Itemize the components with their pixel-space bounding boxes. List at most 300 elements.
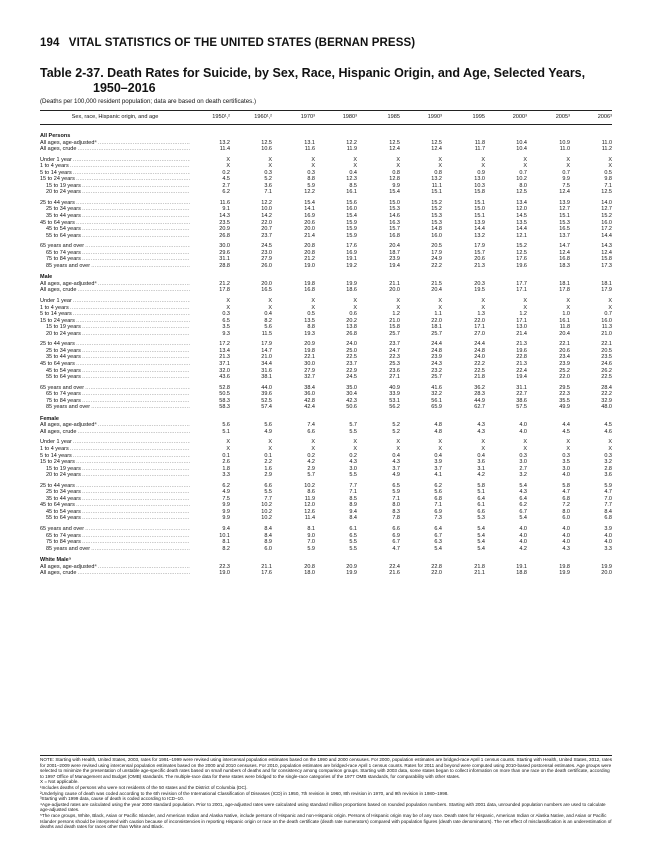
table-cell: 35.0 xyxy=(346,384,357,391)
table-cell: 11.4 xyxy=(219,146,230,153)
table-cell: 19.1 xyxy=(346,256,357,263)
table-cell: 0.5 xyxy=(307,311,315,318)
table-cell: X xyxy=(566,298,570,305)
table-cell: 23.9 xyxy=(559,360,570,367)
table-cell: 24.3 xyxy=(431,360,442,367)
column-header-year: 2006³ xyxy=(597,114,612,120)
table-row xyxy=(40,287,612,294)
table-cell: 10.4 xyxy=(516,139,527,146)
table-cell: X xyxy=(353,163,357,170)
table-cell: X xyxy=(396,298,400,305)
table-row xyxy=(40,570,612,577)
table-cell: 22.0 xyxy=(559,374,570,381)
table-cell: 9.9 xyxy=(222,502,230,509)
table-cell: 49.9 xyxy=(559,404,570,411)
table-cell: X xyxy=(481,445,485,452)
table-cell: 23.5 xyxy=(601,354,612,361)
table-cell: 5.1 xyxy=(222,428,230,435)
table-cell: 15.3 xyxy=(559,219,570,226)
table-cell: 8.3 xyxy=(392,508,400,515)
table-cell: 12.5 xyxy=(601,189,612,196)
table-cell: 24.7 xyxy=(389,347,400,354)
table-cell: 4.7 xyxy=(562,489,570,496)
table-cell: 16.8 xyxy=(389,232,400,239)
table-cell: 24.4 xyxy=(474,341,485,348)
table-cell: 37.1 xyxy=(219,360,230,367)
table-cell: 11.2 xyxy=(601,146,612,153)
table-cell: 3.5 xyxy=(562,459,570,466)
table-cell: 8.5 xyxy=(349,495,357,502)
table-cell: 22.9 xyxy=(346,367,357,374)
table-cell: X xyxy=(481,298,485,305)
table-cell: 0.2 xyxy=(307,452,315,459)
table-cell: X xyxy=(353,156,357,163)
table-cell: 3.2 xyxy=(604,459,612,466)
table-cell: 0.2 xyxy=(349,452,357,459)
table-cell: 31.6 xyxy=(261,367,272,374)
table-cell: 57.5 xyxy=(516,404,527,411)
table-cell: 22.1 xyxy=(304,354,315,361)
table-cell: 18.3 xyxy=(559,262,570,269)
row-label xyxy=(46,546,190,553)
table-cell: 16.8 xyxy=(304,287,315,294)
table-cell: 16.5 xyxy=(559,226,570,233)
table-cell: 5.9 xyxy=(604,482,612,489)
row-label xyxy=(40,570,190,577)
table-cell: 22.2 xyxy=(601,391,612,398)
table-cell: 17.2 xyxy=(219,341,230,348)
table-cell: 15.1 xyxy=(474,213,485,220)
table-notes xyxy=(40,757,612,830)
table-cell: X xyxy=(396,156,400,163)
table-cell: 11.6 xyxy=(304,146,315,153)
table-cell: 10.2 xyxy=(304,482,315,489)
table-cell: 21.1 xyxy=(474,570,485,577)
table-cell: 4.0 xyxy=(604,532,612,539)
table-cell: 4.2 xyxy=(477,472,485,479)
table-cell: 24.4 xyxy=(431,341,442,348)
table-cell: 14.5 xyxy=(516,213,527,220)
table-cell: 22.0 xyxy=(474,317,485,324)
table-cell: 58.3 xyxy=(219,404,230,411)
table-cell: 6.2 xyxy=(222,189,230,196)
table-cell: 31.1 xyxy=(516,384,527,391)
table-cell: 17.6 xyxy=(516,256,527,263)
table-cell: 6.5 xyxy=(392,482,400,489)
table-cell: 15.3 xyxy=(389,206,400,213)
table-cell: 18.1 xyxy=(601,280,612,287)
table-cell: 12.8 xyxy=(389,176,400,183)
row-label-text: 20 to 24 years xyxy=(46,189,81,196)
table-cell: 6.1 xyxy=(349,525,357,532)
table-cell: 9.9 xyxy=(222,508,230,515)
table-cell: 25.7 xyxy=(431,330,442,337)
row-label xyxy=(40,429,190,436)
row-label-text: 55 to 64 years xyxy=(46,515,81,522)
table-cell: 22.8 xyxy=(431,563,442,570)
table-cell: 15.2 xyxy=(516,243,527,250)
table-cell: 8.6 xyxy=(307,489,315,496)
table-cell: 32.9 xyxy=(601,397,612,404)
table-cell: 13.9 xyxy=(559,199,570,206)
table-cell: 0.7 xyxy=(562,169,570,176)
table-cell: 3.7 xyxy=(392,465,400,472)
table-cell: 27.9 xyxy=(304,367,315,374)
table-cell: 34.4 xyxy=(261,360,272,367)
table-cell: 21.4 xyxy=(304,232,315,239)
table-cell: X xyxy=(566,445,570,452)
table-cell: 27.9 xyxy=(261,256,272,263)
table-cell: 14.6 xyxy=(389,213,400,220)
table-cell: 8.4 xyxy=(349,515,357,522)
table-cell: 22.3 xyxy=(559,391,570,398)
table-cell: 5.5 xyxy=(349,428,357,435)
table-cell: 4.1 xyxy=(434,472,442,479)
table-cell: 2.8 xyxy=(604,465,612,472)
table-cell: 5.4 xyxy=(477,545,485,552)
table-cell: 16.9 xyxy=(304,213,315,220)
table-cell: 42.8 xyxy=(304,397,315,404)
table-cell: 8.8 xyxy=(307,176,315,183)
table-cell: 0.7 xyxy=(604,311,612,318)
table-cell: 29.5 xyxy=(559,384,570,391)
table-cell: 19.9 xyxy=(346,570,357,577)
table-cell: 20.7 xyxy=(261,226,272,233)
footnote: ⁵The race groups, White, Black, Asian or Pacific Islander, and American Indian and Alaska Native, include persons of Hispanic and non-Hispanic origin. Persons of Hispanic origin may be of any race. Death rates for Hispanic, American Indian or Alaska Native, and Asian or Pacific Islander persons should be interpreted with caution because of inconsistencies in reporting Hispanic origin or race on the death certificate (death rate numerators) compared with population figures (death rate denominators). The net effect of misclassification is an underestimation of deaths and death rates for races other than White and Black. xyxy=(40,812,612,830)
table-cell: 13.1 xyxy=(304,139,315,146)
table-cell: 10.9 xyxy=(559,139,570,146)
column-header-year: 2005³ xyxy=(555,114,570,120)
table-cell: X xyxy=(268,445,272,452)
table-row xyxy=(40,374,612,381)
table-cell: 14.4 xyxy=(516,226,527,233)
row-label-text: 45 to 64 years xyxy=(40,360,75,367)
table-cell: 10.6 xyxy=(261,146,272,153)
table-cell: 5.3 xyxy=(477,515,485,522)
table-cell: 15.7 xyxy=(474,249,485,256)
table-cell: 16.1 xyxy=(559,317,570,324)
table-cell: 3.9 xyxy=(434,459,442,466)
table-cell: 8.9 xyxy=(264,539,272,546)
table-cell: 12.4 xyxy=(431,146,442,153)
table-cell: X xyxy=(226,156,230,163)
table-cell: 30.4 xyxy=(346,391,357,398)
table-cell: 23.9 xyxy=(389,256,400,263)
row-label-text: 15 to 24 years xyxy=(40,459,75,466)
table-cell: 0.2 xyxy=(222,169,230,176)
table-cell: 36.2 xyxy=(474,384,485,391)
table-cell: 15.1 xyxy=(431,189,442,196)
table-cell: 16.0 xyxy=(601,219,612,226)
row-label-text: 15 to 24 years xyxy=(40,317,75,324)
table-cell: 1.8 xyxy=(222,465,230,472)
table-cell: X xyxy=(438,156,442,163)
table-cell: 26.8 xyxy=(219,232,230,239)
table-cell: 3.5 xyxy=(222,324,230,331)
table-cell: X xyxy=(353,304,357,311)
table-cell: 4.5 xyxy=(222,176,230,183)
table-cell: 43.6 xyxy=(219,374,230,381)
table-cell: 6.2 xyxy=(519,502,527,509)
table-cell: 17.8 xyxy=(219,287,230,294)
table-cell: 56.2 xyxy=(389,404,400,411)
table-cell: 15.0 xyxy=(474,206,485,213)
table-cell: 11.6 xyxy=(219,199,230,206)
table-cell: 28.8 xyxy=(219,262,230,269)
table-cell: 4.3 xyxy=(477,428,485,435)
table-cell: 4.3 xyxy=(349,459,357,466)
table-cell: 11.7 xyxy=(474,146,485,153)
table-cell: 48.0 xyxy=(601,404,612,411)
table-cell: 12.2 xyxy=(304,189,315,196)
row-label-text: 5 to 14 years xyxy=(40,169,72,176)
table-cell: 7.7 xyxy=(264,495,272,502)
table-cell: X xyxy=(566,163,570,170)
row-label-text: 35 to 44 years xyxy=(46,354,81,361)
table-cell: 42.4 xyxy=(304,404,315,411)
table-cell: 16.0 xyxy=(346,206,357,213)
row-label-text: 20 to 24 years xyxy=(46,330,81,337)
table-cell: 8.9 xyxy=(349,502,357,509)
row-label-text: 35 to 44 years xyxy=(46,495,81,502)
table-cell: 22.5 xyxy=(474,367,485,374)
table-row xyxy=(40,429,612,436)
footnote: ⁴Age-adjusted rates are calculated using the year 2000 standard population. Prior to 2001, age-adjusted rates were calculated using standard million proportions based on rounded population numbers. Starting with 2001 data, unrounded population numbers are used to calculate age-adjusted rates. xyxy=(40,801,606,813)
table-cell: 1.0 xyxy=(562,311,570,318)
table-cell: 3.2 xyxy=(519,472,527,479)
table-title-line-2: 1950–2016 xyxy=(93,81,156,95)
table-cell: X xyxy=(523,298,527,305)
row-label-text: 1 to 4 years xyxy=(40,163,69,170)
table-cell: 4.3 xyxy=(519,489,527,496)
table-cell: 4.9 xyxy=(222,489,230,496)
table-cell: 19.1 xyxy=(516,563,527,570)
table-cell: 14.3 xyxy=(601,243,612,250)
row-label-text: 25 to 44 years xyxy=(40,341,75,348)
column-header-year: 2000³ xyxy=(512,114,527,120)
table-cell: 17.9 xyxy=(431,249,442,256)
table-cell: 9.9 xyxy=(222,515,230,522)
table-cell: 3.6 xyxy=(604,472,612,479)
table-cell: 13.2 xyxy=(431,176,442,183)
table-cell: 12.7 xyxy=(601,206,612,213)
row-label-text: 45 to 54 years xyxy=(46,508,81,515)
table-cell: 38.4 xyxy=(304,384,315,391)
table-cell: 19.4 xyxy=(389,262,400,269)
table-cell: 41.6 xyxy=(431,384,442,391)
table-cell: 4.0 xyxy=(562,532,570,539)
table-cell: 20.5 xyxy=(601,347,612,354)
table-cell: 5.6 xyxy=(434,489,442,496)
table-cell: 9.8 xyxy=(604,176,612,183)
row-label-text: All ages, age-adjusted⁴ xyxy=(40,280,97,287)
table-cell: 17.9 xyxy=(474,243,485,250)
table-cell: 19.8 xyxy=(304,347,315,354)
row-label-text: Male xyxy=(40,274,53,281)
table-cell: 17.6 xyxy=(261,570,272,577)
table-cell: 0.1 xyxy=(222,452,230,459)
table-cell: 3.7 xyxy=(434,465,442,472)
table-cell: 26.0 xyxy=(261,262,272,269)
table-cell: 20.5 xyxy=(431,243,442,250)
table-cell: 27.1 xyxy=(389,374,400,381)
table-cell: 15.2 xyxy=(431,206,442,213)
row-label-text: 25 to 44 years xyxy=(40,482,75,489)
table-cell: 14.3 xyxy=(219,213,230,220)
table-cell: 20.0 xyxy=(389,287,400,294)
table-cell: 21.3 xyxy=(474,262,485,269)
table-cell: 18.6 xyxy=(346,287,357,294)
table-cell: 2.6 xyxy=(222,459,230,466)
table-cell: 11.3 xyxy=(601,324,612,331)
table-cell: 8.1 xyxy=(307,525,315,532)
table-cell: X xyxy=(438,445,442,452)
table-cell: 0.6 xyxy=(349,311,357,318)
table-cell: 33.9 xyxy=(389,391,400,398)
table-cell: 22.3 xyxy=(389,354,400,361)
table-cell: 11.0 xyxy=(601,139,612,146)
table-cell: 4.2 xyxy=(519,545,527,552)
table-cell: 20.6 xyxy=(559,347,570,354)
table-cell: 6.9 xyxy=(392,532,400,539)
table-cell: 22.4 xyxy=(389,563,400,570)
table-cell: 12.4 xyxy=(559,249,570,256)
row-label-text: 25 to 34 years xyxy=(46,206,81,213)
table-cell: 6.0 xyxy=(562,515,570,522)
row-label-text: 20 to 24 years xyxy=(46,472,81,479)
table-cell: 23.5 xyxy=(219,219,230,226)
table-cell: 8.2 xyxy=(222,545,230,552)
table-cell: 14.2 xyxy=(261,213,272,220)
table-cell: X xyxy=(226,304,230,311)
table-row xyxy=(40,546,612,553)
table-cell: 20.4 xyxy=(559,330,570,337)
column-header-year: 1985 xyxy=(387,114,400,120)
table-cell: 7.7 xyxy=(604,502,612,509)
table-cell: 14.0 xyxy=(601,199,612,206)
table-cell: 6.8 xyxy=(562,495,570,502)
table-cell: 30.0 xyxy=(219,243,230,250)
table-cell: 12.4 xyxy=(389,146,400,153)
table-cell: 7.2 xyxy=(562,502,570,509)
row-label xyxy=(46,189,190,196)
table-cell: 13.7 xyxy=(559,232,570,239)
table-cell: 6.8 xyxy=(434,495,442,502)
table-cell: 25.7 xyxy=(389,330,400,337)
table-row xyxy=(40,263,612,270)
table-cell: 26.8 xyxy=(346,330,357,337)
table-cell: 25.2 xyxy=(559,367,570,374)
table-cell: 12.2 xyxy=(346,139,357,146)
table-cell: 8.2 xyxy=(264,317,272,324)
table-cell: 3.6 xyxy=(264,182,272,189)
table-cell: 19.0 xyxy=(304,262,315,269)
table-cell: 19.5 xyxy=(474,287,485,294)
table-cell: 14.7 xyxy=(559,243,570,250)
running-title: VITAL STATISTICS OF THE UNITED STATES (BERNAN PRESS) xyxy=(68,37,416,49)
table-cell: X xyxy=(311,163,315,170)
row-label-text: 85 years and over xyxy=(46,404,91,411)
table-cell: 23.7 xyxy=(261,232,272,239)
row-label-text: 45 to 54 years xyxy=(46,367,81,374)
table-cell: 19.8 xyxy=(304,280,315,287)
table-cell: 18.8 xyxy=(516,570,527,577)
table-cell: 15.0 xyxy=(389,199,400,206)
table-cell: 22.5 xyxy=(601,374,612,381)
table-cell: 4.8 xyxy=(434,422,442,429)
table-cell: 6.4 xyxy=(434,525,442,532)
table-cell: 11.4 xyxy=(304,515,315,522)
table-cell: 15.4 xyxy=(389,189,400,196)
table-cell: 22.0 xyxy=(261,219,272,226)
table-cell: 20.6 xyxy=(474,256,485,263)
table-cell: 1.3 xyxy=(477,311,485,318)
row-label-text: 75 to 84 years xyxy=(46,539,81,546)
table-cell: 21.0 xyxy=(601,330,612,337)
table-cell: 58.3 xyxy=(219,397,230,404)
footnote: ¹Includes deaths of persons who were not residents of the 50 states and the District of Columbia (DC). xyxy=(40,784,248,790)
table-cell: 24.0 xyxy=(474,354,485,361)
row-label-text: 65 to 74 years xyxy=(46,249,81,256)
table-cell: 1.1 xyxy=(434,311,442,318)
table-cell: 7.1 xyxy=(264,189,272,196)
row-label-text: Under 1 year xyxy=(40,439,72,446)
table-cell: 13.9 xyxy=(474,219,485,226)
table-cell: 4.0 xyxy=(519,422,527,429)
table-cell: 12.3 xyxy=(346,176,357,183)
table-cell: X xyxy=(608,156,612,163)
table-cell: 15.9 xyxy=(346,232,357,239)
table-cell: X xyxy=(608,439,612,446)
table-cell: 5.2 xyxy=(392,422,400,429)
table-cell: 15.8 xyxy=(474,189,485,196)
table-cell: 6.2 xyxy=(434,482,442,489)
table-cell: 24.8 xyxy=(431,347,442,354)
table-cell: 5.5 xyxy=(349,545,357,552)
table-cell: 17.2 xyxy=(601,226,612,233)
table-cell: 25.0 xyxy=(346,347,357,354)
row-label xyxy=(46,331,190,338)
table-cell: 7.0 xyxy=(604,495,612,502)
table-cell: 18.1 xyxy=(559,280,570,287)
table-cell: 14.4 xyxy=(601,232,612,239)
row-label-text: 15 to 19 years xyxy=(46,324,81,331)
table-cell: 10.2 xyxy=(261,502,272,509)
row-label-text: 65 years and over xyxy=(40,243,85,250)
table-row xyxy=(40,515,612,522)
table-cell: 5.5 xyxy=(349,539,357,546)
table-row xyxy=(40,189,612,196)
table-cell: X xyxy=(523,445,527,452)
table-cell: 12.4 xyxy=(601,249,612,256)
table-cell: 8.4 xyxy=(264,525,272,532)
table-cell: 22.5 xyxy=(346,354,357,361)
table-cell: 4.7 xyxy=(604,489,612,496)
table-cell: 20.2 xyxy=(346,317,357,324)
table-cell: 20.4 xyxy=(431,287,442,294)
table-cell: X xyxy=(481,304,485,311)
table-row xyxy=(40,146,612,153)
table-cell: 2.7 xyxy=(519,465,527,472)
table-cell: 21.3 xyxy=(516,360,527,367)
table-cell: 20.6 xyxy=(304,219,315,226)
table-cell: 17.9 xyxy=(601,287,612,294)
table-cell: 20.8 xyxy=(304,563,315,570)
table-cell: 7.7 xyxy=(349,482,357,489)
table-cell: 53.1 xyxy=(389,397,400,404)
table-cell: 6.7 xyxy=(434,532,442,539)
table-cell: 20.0 xyxy=(304,226,315,233)
